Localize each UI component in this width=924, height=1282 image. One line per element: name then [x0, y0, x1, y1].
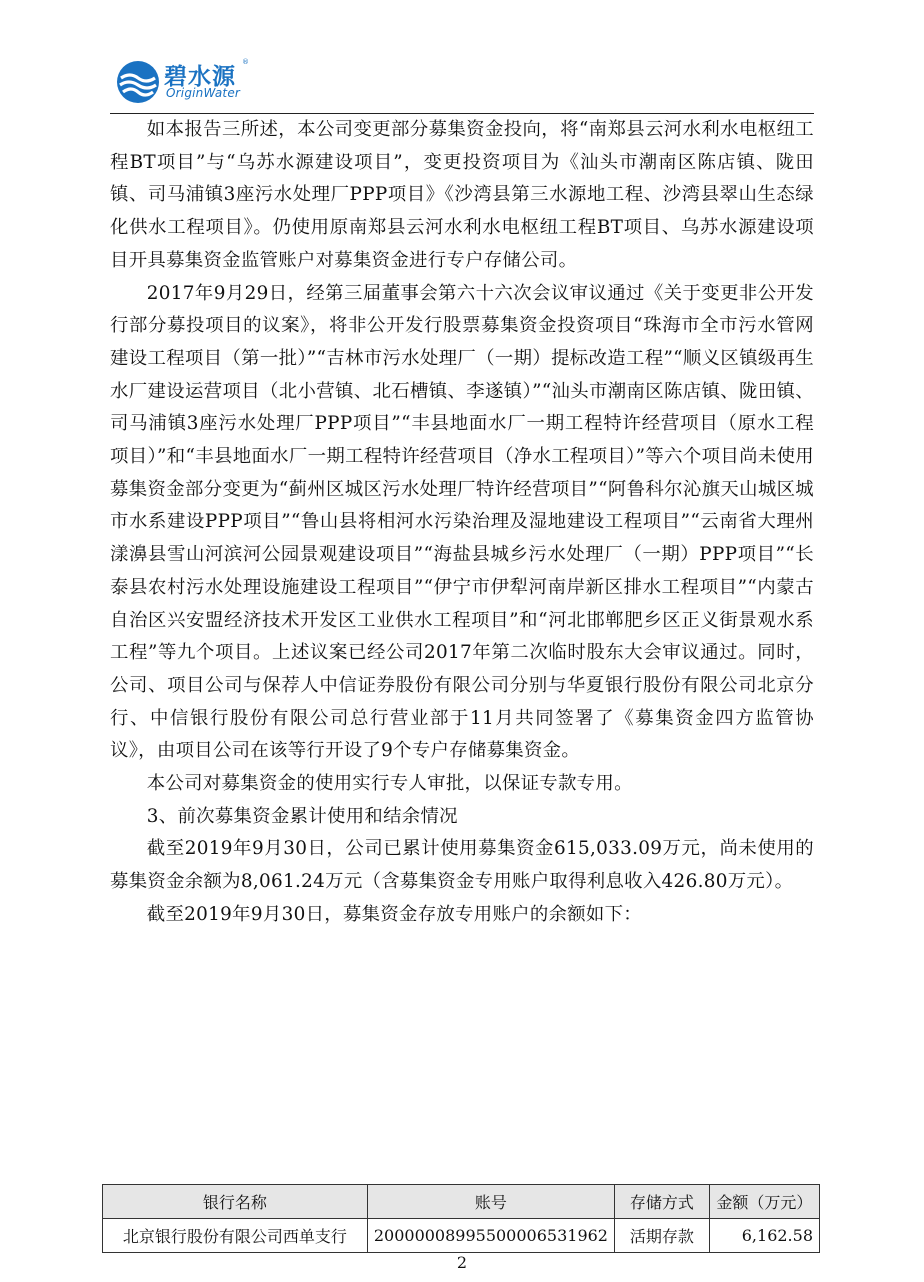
registered-mark: ®	[242, 58, 249, 66]
document-body	[110, 114, 814, 932]
paragraph-usage-summary: 截至2019年9月30日，公司已累计使用募集资金615,033.09万元，尚未使用的募集资金余额为8,061.24万元（含募集资金专用账户取得利息收入426.80万元）。	[110, 838, 814, 893]
paragraph-balance-intro: 截至2019年9月30日，募集资金存放专用账户的余额如下：	[146, 903, 642, 925]
page-number: 2	[456, 1253, 468, 1272]
brand-subtitle: OriginWater	[166, 86, 241, 100]
cell-account-number: 20000008995500006531962	[367, 1219, 614, 1253]
header-deposit-type: 存储方式	[614, 1185, 709, 1219]
header-account-number: 账号	[367, 1185, 614, 1219]
paragraph-board-resolution: 2017年9月29日，经第三届董事会第六十六次会议审议通过《关于变更非公开发行部分募投项目的议案》，将非公开发行股票募集资金投资项目“珠海市全市污水管网建设工程项目（第一批）”“吉林市污水处理厂（一期）提标改造工程”“顺义区镇级再生水厂建设运营项目（北小营镇、北石槽镇、李遂镇）”“汕头市潮南区陈店镇、陇田镇、司马浦镇3座污水处理厂PPP项目”“丰县地面水厂一期工程特许经营项目（原水工程项目）”和“丰县地面水厂一期工程特许经营项目（净水工程项目）”等六个项目尚未使用募集资金部分变更为“蓟州区城区污水处理厂特许经营项目”“阿鲁科尔沁旗天山城区城市水系建设PPP项目”“鲁山县将相河水污染治理及湿地建设工程项目”“云南省大理州漾濞县雪山河滨河公园景观建设项目”“海盐县城乡污水处理厂（一期）PPP项目”“长泰县农村污水处理设施建设工程项目”“伊宁市伊犁河南岸新区排水工程项目”“内蒙古自治区兴安盟经济技术开发区工业供水工程项目”和“河北邯郸肥乡区正义街景观水系工程”等九个项目。上述议案已经公司2017年第二次临时股东大会审议通过。同时，公司、项目公司与保荐人中信证券股份有限公司分别与华夏银行股份有限公司北京分行、中信银行股份有限公司总行营业部于11月共同签署了《募集资金四方监管协议》，由项目公司在该等行开设了9个专户存储募集资金。	[110, 282, 814, 762]
paragraph-approval-policy: 本公司对募集资金的使用实行专人审批，以保证专款专用。	[146, 773, 633, 795]
header-amount: 金额（万元）	[709, 1185, 819, 1219]
cell-bank-name: 北京银行股份有限公司西单支行	[103, 1219, 368, 1253]
header-bank-name: 银行名称	[103, 1185, 368, 1219]
brand-name: 碧水源	[164, 64, 236, 90]
section-heading-usage: 3、前次募集资金累计使用和结余情况	[146, 805, 458, 827]
account-balance-table	[102, 1184, 820, 1253]
water-wave-logo-icon	[116, 60, 160, 104]
paragraph-fund-redirect: 如本报告三所述，本公司变更部分募集资金投向，将“南郑县云河水利水电枢纽工程BT项目”与“乌苏水源建设项目”，变更投资项目为《汕头市潮南区陈店镇、陇田镇、司马浦镇3座污水处理厂PPP项目》《沙湾县第三水源地工程、沙湾县翠山生态绿化供水工程项目》。仍使用原南郑县云河水利水电枢纽工程BT项目、乌苏水源建设项目开具募集资金监管账户对募集资金进行专户存储公司。	[110, 119, 814, 271]
cell-amount: 6,162.58	[709, 1219, 819, 1253]
table-row	[103, 1219, 820, 1253]
cell-deposit-type: 活期存款	[614, 1219, 709, 1253]
table-header-row	[103, 1185, 820, 1219]
company-logo	[116, 58, 276, 108]
